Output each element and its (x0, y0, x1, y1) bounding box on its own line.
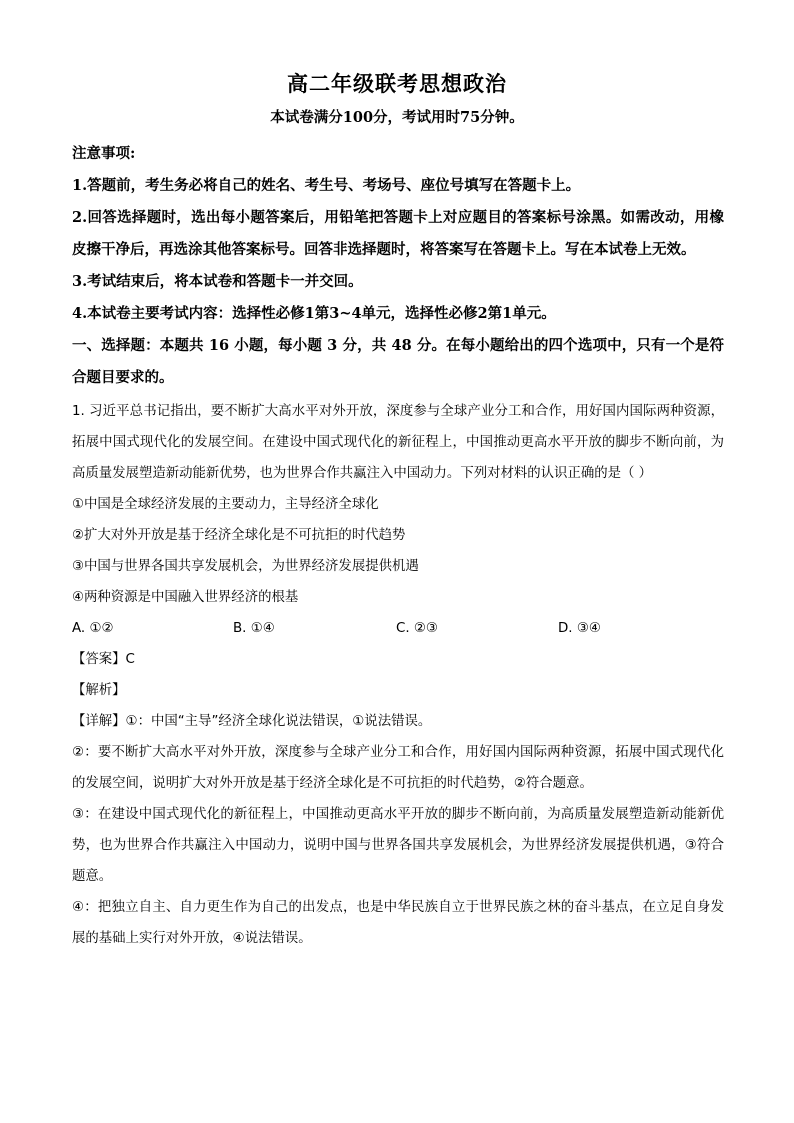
option-a: A. ①② (72, 621, 114, 636)
notice-heading: 注意事项: (72, 145, 136, 162)
detail-1: 【详解】①：中国“主导”经济全球化说法错误，①说法错误。 (72, 714, 432, 729)
answer-options (72, 613, 724, 644)
page-content (72, 138, 724, 954)
page-title: 高二年级联考思想政治 (287, 71, 507, 96)
statement-3: ③中国与世界各国共享发展机会，为世界经济发展提供机遇 (72, 559, 419, 574)
answer-line: 【答案】C (72, 652, 135, 667)
notice-item-1: 1.答题前，考生务必将自己的姓名、考生号、考场号、座位号填写在答题卡上。 (72, 177, 581, 194)
detail-4: ④：把独立自主、自力更生作为自己的出发点，也是中华民族自立于世界民族之林的奋斗基点，在立足自身发展的基础上实行对外开放，④说法错误。 (72, 900, 724, 946)
detail-2: ②：要不断扩大高水平对外开放，深度参与全球产业分工和合作，用好国内国际两种资源，拓展中国式现代化的发展空间，说明扩大对外开放是基于经济全球化是不可抗拒的时代趋势，②符合题意。 (72, 745, 724, 791)
notice-item-4: 4.本试卷主要考试内容：选择性必修1第3~4单元，选择性必修2第1单元。 (72, 305, 556, 322)
analysis-label: 【解析】 (72, 683, 126, 698)
exam-info: 本试卷满分100分，考试用时75分钟。 (270, 109, 524, 126)
statement-4: ④两种资源是中国融入世界经济的根基 (72, 590, 299, 605)
option-c: C. ②③ (396, 621, 438, 636)
statement-2: ②扩大对外开放是基于经济全球化是不可抗拒的时代趋势 (72, 528, 406, 543)
statement-1: ①中国是全球经济发展的主要动力，主导经济全球化 (72, 497, 379, 512)
option-d: D. ③④ (558, 621, 601, 636)
notice-item-3: 3.考试结束后，将本试卷和答题卡一并交回。 (72, 273, 363, 290)
section-heading: 一、选择题：本题共 16 小题，每小题 3 分，共 48 分。在每小题给出的四个选项中，只有一个是符合题目要求的。 (72, 337, 724, 386)
notice-item-2: 2.回答选择题时，选出每小题答案后，用铅笔把答题卡上对应题目的答案标号涂黑。如需改动，用橡皮擦干净后，再选涂其他答案标号。回答非选择题时，将答案写在答题卡上。写在本试卷上无效。 (72, 209, 724, 258)
option-b: B. ①④ (233, 621, 275, 636)
detail-3: ③：在建设中国式现代化的新征程上，中国推动更高水平开放的脚步不断向前，为高质量发展塑造新动能新优势，也为世界合作共赢注入中国动力，说明中国与世界各国共享发展机会，为世界经济发展提供机遇，③符合题意。 (72, 807, 724, 884)
question-stem: 1. 习近平总书记指出，要不断扩大高水平对外开放，深度参与全球产业分工和合作，用好国内国际两种资源，拓展中国式现代化的发展空间。在建设中国式现代化的新征程上，中国推动更高水平开放的脚步不断向前，为高质量发展塑造新动能新优势，也为世界合作共赢注入中国动力。下列对材料的认识正确的是（ ） (72, 404, 724, 481)
